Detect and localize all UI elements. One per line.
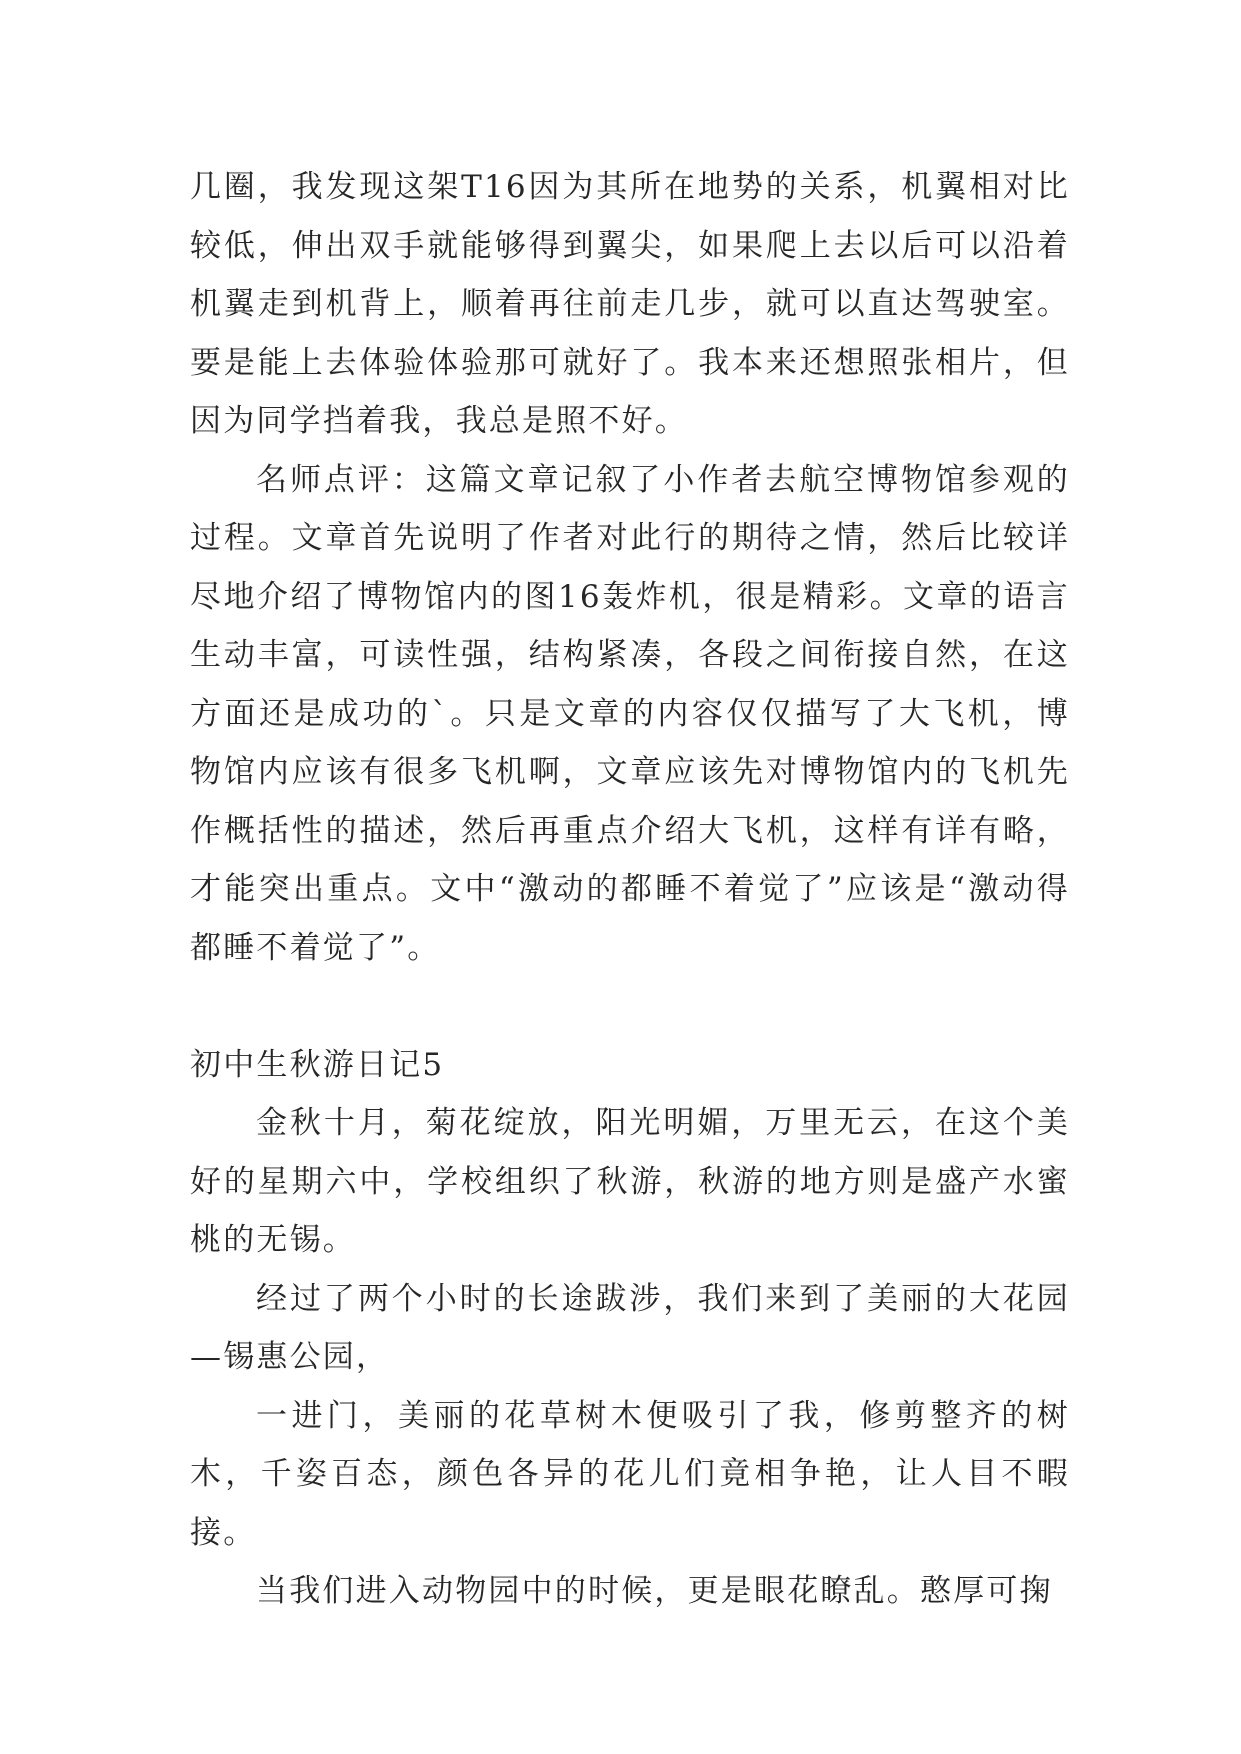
document-body (190, 158, 1070, 1621)
paragraph: 一进门，美丽的花草树木便吸引了我，修剪整齐的树木，千姿百态，颜色各异的花儿们竟相争艳，让人目不暇接。 (190, 1397, 1070, 1551)
paragraph-continued: 几圈，我发现这架T16因为其所在地势的关系，机翼相对比较低，伸出双手就能够得到翼尖，如果爬上去以后可以沿着机翼走到机背上，顺着再往前走几步，就可以直达驾驶室。要是能上去体验体验那可就好了。我本来还想照张相片，但因为同学挡着我，我总是照不好。 (190, 169, 1070, 439)
section-title: 初中生秋游日记5 (190, 1046, 445, 1083)
paragraph: 金秋十月，菊花绽放，阳光明媚，万里无云，在这个美好的星期六中，学校组织了秋游，秋游的地方则是盛产水蜜桃的无锡。 (190, 1105, 1070, 1258)
paragraph-teacher-comment: 名师点评：这篇文章记叙了小作者去航空博物馆参观的过程。文章首先说明了作者对此行的期待之情，然后比较详尽地介绍了博物馆内的图16轰炸机，很是精彩。文章的语言生动丰富，可读性强，结构紧凑，各段之间衔接自然，在这方面还是成功的`。只是文章的内容仅仅描写了大飞机，博物馆内应该有很多飞机啊，文章应该先对博物馆内的飞机先作概括性的描述，然后再重点介绍大飞机，这样有详有略，才能突出重点。文中“激动的都睡不着觉了”应该是“激动得都睡不着觉了”。 (190, 461, 1070, 966)
paragraph: 经过了两个小时的长途跋涉，我们来到了美丽的大花园—锡惠公园， (190, 1280, 1070, 1375)
paragraph: 当我们进入动物园中的时候，更是眼花瞭乱。憨厚可掬 (256, 1573, 1053, 1609)
